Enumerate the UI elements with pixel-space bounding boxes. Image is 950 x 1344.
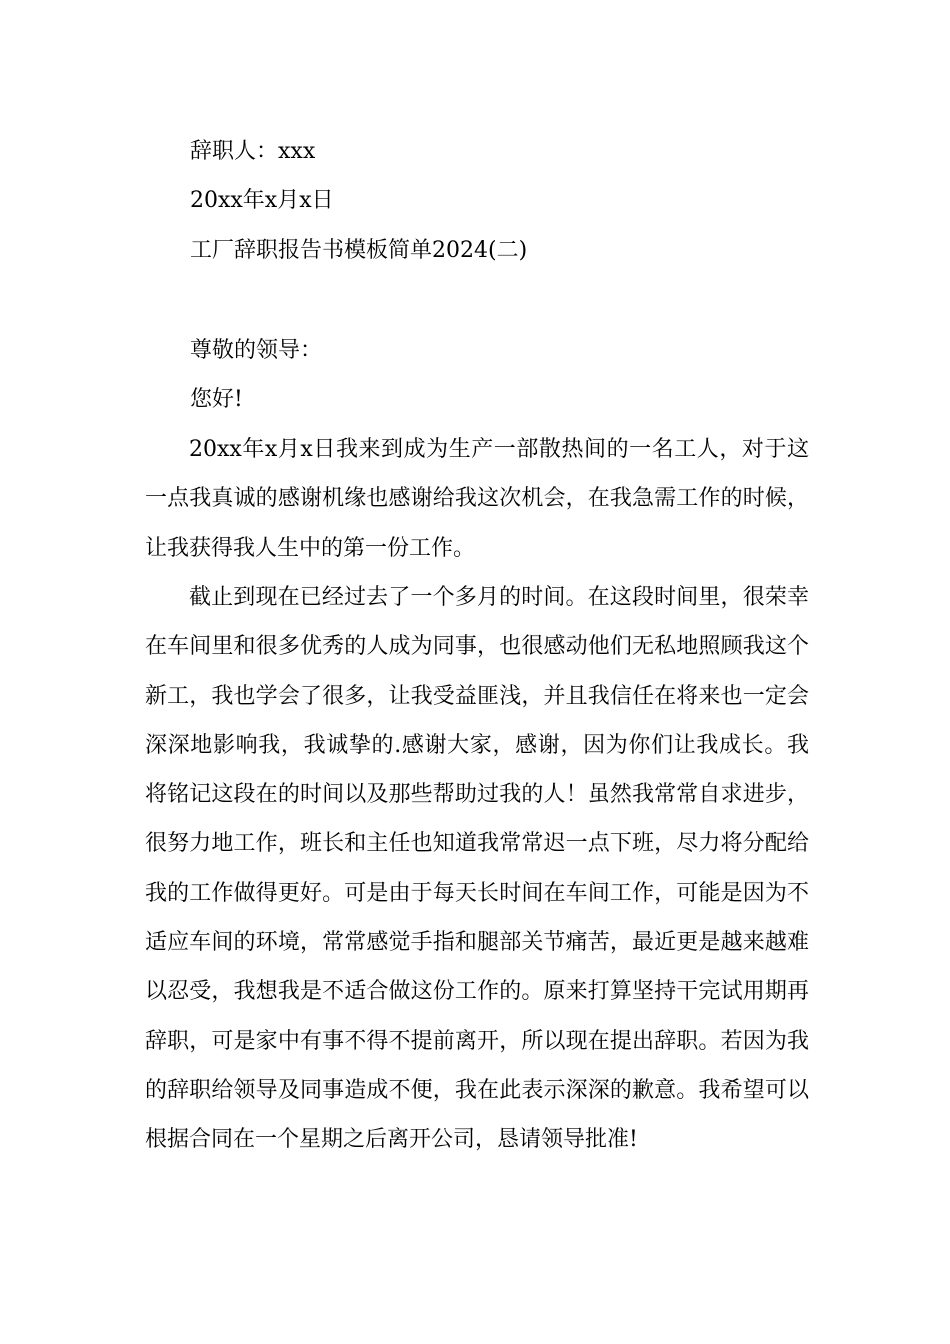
date-line: 20xx年x月x日	[190, 188, 334, 213]
resigner-line: 辞职人：xxx	[190, 139, 316, 164]
paragraph-2: 截止到现在已经过去了一个多月的时间。在这段时间里，很荣幸在车间里和很多优秀的人成为同事，也很感动他们无私地照顾我这个新工，我也学会了很多，让我受益匪浅，并且我信任在将来也一定会深深地影响我，我诚挚的.感谢大家，感谢，因为你们让我成长。我将铭记这段在的时间以及那些帮助过我的人！虽然我常常自求进步，很努力地工作，班长和主任也知道我常常迟一点下班，尽力将分配给我的工作做得更好。可是由于每天长时间在车间工作，可能是因为不适应车间的环境，常常感觉手指和腿部关节痛苦，最近更是越来越难以忍受，我想我是不适合做这份工作的。原来打算坚持干完试用期再辞职，可是家中有事不得不提前离开，所以现在提出辞职。若因为我的辞职给领导及同事造成不便，我在此表示深深的歉意。我希望可以根据合同在一个星期之后离开公司，恳请领导批准!	[145, 585, 809, 1153]
section-title: 工厂辞职报告书模板简单2024(二)	[190, 238, 528, 263]
paragraph-1: 20xx年x月x日我来到成为生产一部散热间的一名工人，对于这一点我真诚的感谢机缘也感谢给我这次机会，在我急需工作的时候，让我获得我人生中的第一份工作。	[145, 437, 809, 561]
greeting: 您好!	[190, 387, 243, 412]
salutation: 尊敬的领导：	[190, 338, 323, 363]
